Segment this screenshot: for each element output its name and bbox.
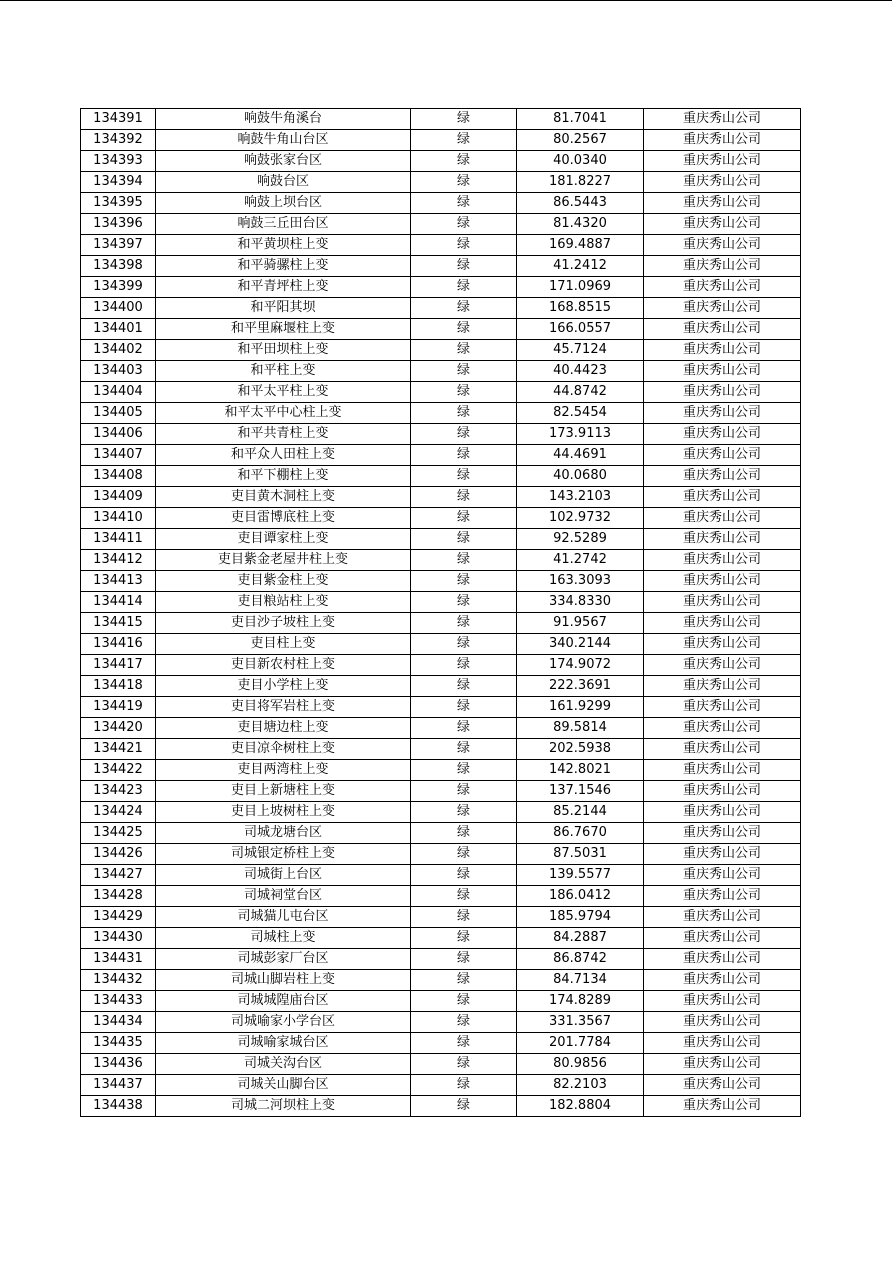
cell-company: 重庆秀山公司 <box>644 928 801 949</box>
cell-color: 绿 <box>411 907 517 928</box>
cell-color: 绿 <box>411 529 517 550</box>
cell-company: 重庆秀山公司 <box>644 214 801 235</box>
cell-name: 司城二河坝柱上变 <box>156 1096 411 1117</box>
table-row <box>81 1033 801 1054</box>
cell-company: 重庆秀山公司 <box>644 508 801 529</box>
cell-name: 司城关山脚台区 <box>156 1075 411 1096</box>
cell-value: 185.9794 <box>517 907 644 928</box>
cell-value: 86.5443 <box>517 193 644 214</box>
cell-name: 吏目两湾柱上变 <box>156 760 411 781</box>
cell-company: 重庆秀山公司 <box>644 151 801 172</box>
table-row <box>81 130 801 151</box>
cell-name: 和平阳其坝 <box>156 298 411 319</box>
cell-name: 和平骑骡柱上变 <box>156 256 411 277</box>
table-row <box>81 1012 801 1033</box>
table-row <box>81 739 801 760</box>
cell-id: 134397 <box>81 235 156 256</box>
cell-value: 143.2103 <box>517 487 644 508</box>
cell-company: 重庆秀山公司 <box>644 655 801 676</box>
cell-color: 绿 <box>411 1054 517 1075</box>
cell-company: 重庆秀山公司 <box>644 130 801 151</box>
cell-name: 和平众人田柱上变 <box>156 445 411 466</box>
cell-color: 绿 <box>411 886 517 907</box>
cell-color: 绿 <box>411 298 517 319</box>
cell-id: 134414 <box>81 592 156 613</box>
cell-color: 绿 <box>411 550 517 571</box>
cell-name: 响鼓台区 <box>156 172 411 193</box>
cell-name: 司城喻家小学台区 <box>156 1012 411 1033</box>
cell-company: 重庆秀山公司 <box>644 109 801 130</box>
cell-value: 41.2412 <box>517 256 644 277</box>
cell-name: 司城关沟台区 <box>156 1054 411 1075</box>
cell-name: 司城街上台区 <box>156 865 411 886</box>
cell-color: 绿 <box>411 949 517 970</box>
cell-name: 司城猫儿屯台区 <box>156 907 411 928</box>
table-row <box>81 424 801 445</box>
cell-id: 134407 <box>81 445 156 466</box>
cell-value: 86.7670 <box>517 823 644 844</box>
cell-id: 134404 <box>81 382 156 403</box>
cell-value: 173.9113 <box>517 424 644 445</box>
cell-color: 绿 <box>411 676 517 697</box>
cell-company: 重庆秀山公司 <box>644 571 801 592</box>
cell-color: 绿 <box>411 865 517 886</box>
cell-company: 重庆秀山公司 <box>644 340 801 361</box>
cell-color: 绿 <box>411 214 517 235</box>
cell-value: 80.2567 <box>517 130 644 151</box>
table-row <box>81 634 801 655</box>
cell-company: 重庆秀山公司 <box>644 466 801 487</box>
cell-name: 司城喻家城台区 <box>156 1033 411 1054</box>
cell-name: 吏目紫金柱上变 <box>156 571 411 592</box>
table-row <box>81 655 801 676</box>
cell-value: 87.5031 <box>517 844 644 865</box>
cell-company: 重庆秀山公司 <box>644 172 801 193</box>
cell-value: 81.7041 <box>517 109 644 130</box>
cell-color: 绿 <box>411 991 517 1012</box>
cell-name: 司城山脚岩柱上变 <box>156 970 411 991</box>
cell-company: 重庆秀山公司 <box>644 382 801 403</box>
cell-value: 169.4887 <box>517 235 644 256</box>
cell-value: 139.5577 <box>517 865 644 886</box>
table-row <box>81 844 801 865</box>
cell-id: 134391 <box>81 109 156 130</box>
cell-name: 和平里麻堰柱上变 <box>156 319 411 340</box>
data-table <box>80 108 801 1117</box>
cell-id: 134423 <box>81 781 156 802</box>
table-row <box>81 445 801 466</box>
cell-color: 绿 <box>411 277 517 298</box>
cell-name: 和平下棚柱上变 <box>156 466 411 487</box>
cell-company: 重庆秀山公司 <box>644 970 801 991</box>
cell-id: 134430 <box>81 928 156 949</box>
cell-value: 91.9567 <box>517 613 644 634</box>
cell-color: 绿 <box>411 802 517 823</box>
cell-company: 重庆秀山公司 <box>644 1054 801 1075</box>
cell-value: 331.3567 <box>517 1012 644 1033</box>
table-row <box>81 907 801 928</box>
cell-name: 司城祠堂台区 <box>156 886 411 907</box>
cell-name: 响鼓牛角山台区 <box>156 130 411 151</box>
cell-company: 重庆秀山公司 <box>644 235 801 256</box>
cell-company: 重庆秀山公司 <box>644 634 801 655</box>
cell-company: 重庆秀山公司 <box>644 718 801 739</box>
cell-name: 吏目小学柱上变 <box>156 676 411 697</box>
cell-color: 绿 <box>411 697 517 718</box>
cell-color: 绿 <box>411 130 517 151</box>
cell-color: 绿 <box>411 508 517 529</box>
cell-name: 吏目上坡树柱上变 <box>156 802 411 823</box>
cell-company: 重庆秀山公司 <box>644 697 801 718</box>
cell-color: 绿 <box>411 1033 517 1054</box>
cell-value: 92.5289 <box>517 529 644 550</box>
cell-id: 134393 <box>81 151 156 172</box>
cell-id: 134400 <box>81 298 156 319</box>
cell-value: 340.2144 <box>517 634 644 655</box>
cell-id: 134422 <box>81 760 156 781</box>
table-row <box>81 886 801 907</box>
table-body <box>81 109 801 1117</box>
cell-color: 绿 <box>411 445 517 466</box>
table-row <box>81 760 801 781</box>
cell-company: 重庆秀山公司 <box>644 1075 801 1096</box>
cell-company: 重庆秀山公司 <box>644 1012 801 1033</box>
cell-id: 134421 <box>81 739 156 760</box>
table-row <box>81 718 801 739</box>
cell-name: 和平太平柱上变 <box>156 382 411 403</box>
cell-id: 134429 <box>81 907 156 928</box>
cell-color: 绿 <box>411 1012 517 1033</box>
cell-color: 绿 <box>411 739 517 760</box>
cell-id: 134413 <box>81 571 156 592</box>
table-row <box>81 298 801 319</box>
cell-value: 171.0969 <box>517 277 644 298</box>
table-row <box>81 676 801 697</box>
cell-value: 86.8742 <box>517 949 644 970</box>
cell-value: 40.0680 <box>517 466 644 487</box>
cell-id: 134433 <box>81 991 156 1012</box>
cell-id: 134424 <box>81 802 156 823</box>
cell-name: 和平田坝柱上变 <box>156 340 411 361</box>
cell-value: 80.9856 <box>517 1054 644 1075</box>
cell-company: 重庆秀山公司 <box>644 193 801 214</box>
cell-value: 182.8804 <box>517 1096 644 1117</box>
cell-id: 134417 <box>81 655 156 676</box>
cell-value: 41.2742 <box>517 550 644 571</box>
cell-company: 重庆秀山公司 <box>644 529 801 550</box>
cell-company: 重庆秀山公司 <box>644 886 801 907</box>
cell-color: 绿 <box>411 172 517 193</box>
cell-color: 绿 <box>411 361 517 382</box>
cell-value: 82.5454 <box>517 403 644 424</box>
cell-name: 吏目雷博底柱上变 <box>156 508 411 529</box>
cell-name: 司城彭家厂台区 <box>156 949 411 970</box>
cell-color: 绿 <box>411 781 517 802</box>
table-row <box>81 151 801 172</box>
cell-value: 44.8742 <box>517 382 644 403</box>
cell-company: 重庆秀山公司 <box>644 823 801 844</box>
table-row <box>81 277 801 298</box>
cell-name: 司城银定桥柱上变 <box>156 844 411 865</box>
cell-value: 84.7134 <box>517 970 644 991</box>
cell-company: 重庆秀山公司 <box>644 361 801 382</box>
table-row <box>81 256 801 277</box>
table-row <box>81 361 801 382</box>
cell-id: 134434 <box>81 1012 156 1033</box>
table-row <box>81 172 801 193</box>
cell-name: 吏目新农村柱上变 <box>156 655 411 676</box>
cell-name: 和平青坪柱上变 <box>156 277 411 298</box>
cell-value: 174.8289 <box>517 991 644 1012</box>
cell-name: 吏目紫金老屋井柱上变 <box>156 550 411 571</box>
page-top-border <box>0 0 892 1</box>
cell-name: 吏目沙子坡柱上变 <box>156 613 411 634</box>
table-row <box>81 550 801 571</box>
cell-id: 134392 <box>81 130 156 151</box>
cell-company: 重庆秀山公司 <box>644 1096 801 1117</box>
cell-value: 44.4691 <box>517 445 644 466</box>
cell-company: 重庆秀山公司 <box>644 445 801 466</box>
cell-name: 吏目将军岩柱上变 <box>156 697 411 718</box>
cell-company: 重庆秀山公司 <box>644 949 801 970</box>
cell-id: 134411 <box>81 529 156 550</box>
table-row <box>81 193 801 214</box>
cell-color: 绿 <box>411 487 517 508</box>
table-row <box>81 487 801 508</box>
cell-company: 重庆秀山公司 <box>644 298 801 319</box>
cell-id: 134428 <box>81 886 156 907</box>
cell-id: 134409 <box>81 487 156 508</box>
cell-name: 司城龙塘台区 <box>156 823 411 844</box>
cell-color: 绿 <box>411 655 517 676</box>
cell-color: 绿 <box>411 319 517 340</box>
cell-color: 绿 <box>411 235 517 256</box>
table-row <box>81 214 801 235</box>
cell-name: 吏目黄木洞柱上变 <box>156 487 411 508</box>
cell-id: 134416 <box>81 634 156 655</box>
table-row <box>81 340 801 361</box>
table-row <box>81 235 801 256</box>
cell-id: 134412 <box>81 550 156 571</box>
table-row <box>81 949 801 970</box>
cell-color: 绿 <box>411 382 517 403</box>
cell-value: 84.2887 <box>517 928 644 949</box>
cell-color: 绿 <box>411 928 517 949</box>
cell-value: 45.7124 <box>517 340 644 361</box>
cell-company: 重庆秀山公司 <box>644 760 801 781</box>
cell-id: 134415 <box>81 613 156 634</box>
table-row <box>81 928 801 949</box>
cell-company: 重庆秀山公司 <box>644 403 801 424</box>
cell-color: 绿 <box>411 151 517 172</box>
table-row <box>81 508 801 529</box>
cell-id: 134395 <box>81 193 156 214</box>
cell-color: 绿 <box>411 109 517 130</box>
cell-company: 重庆秀山公司 <box>644 277 801 298</box>
cell-color: 绿 <box>411 340 517 361</box>
cell-id: 134419 <box>81 697 156 718</box>
table-row <box>81 319 801 340</box>
cell-value: 186.0412 <box>517 886 644 907</box>
cell-company: 重庆秀山公司 <box>644 739 801 760</box>
table-row <box>81 109 801 130</box>
cell-value: 85.2144 <box>517 802 644 823</box>
cell-value: 334.8330 <box>517 592 644 613</box>
cell-id: 134410 <box>81 508 156 529</box>
cell-color: 绿 <box>411 403 517 424</box>
cell-value: 142.8021 <box>517 760 644 781</box>
cell-id: 134432 <box>81 970 156 991</box>
cell-company: 重庆秀山公司 <box>644 424 801 445</box>
cell-id: 134431 <box>81 949 156 970</box>
cell-name: 司城柱上变 <box>156 928 411 949</box>
cell-id: 134394 <box>81 172 156 193</box>
cell-color: 绿 <box>411 613 517 634</box>
cell-company: 重庆秀山公司 <box>644 865 801 886</box>
cell-value: 168.8515 <box>517 298 644 319</box>
cell-id: 134399 <box>81 277 156 298</box>
cell-value: 82.2103 <box>517 1075 644 1096</box>
table-row <box>81 403 801 424</box>
cell-id: 134427 <box>81 865 156 886</box>
table-row <box>81 613 801 634</box>
cell-id: 134403 <box>81 361 156 382</box>
cell-id: 134438 <box>81 1096 156 1117</box>
cell-company: 重庆秀山公司 <box>644 319 801 340</box>
cell-id: 134405 <box>81 403 156 424</box>
cell-id: 134436 <box>81 1054 156 1075</box>
cell-id: 134425 <box>81 823 156 844</box>
cell-company: 重庆秀山公司 <box>644 256 801 277</box>
cell-name: 吏目凉伞树柱上变 <box>156 739 411 760</box>
cell-name: 吏目粮站柱上变 <box>156 592 411 613</box>
cell-color: 绿 <box>411 970 517 991</box>
cell-value: 89.5814 <box>517 718 644 739</box>
table-row <box>81 592 801 613</box>
cell-value: 161.9299 <box>517 697 644 718</box>
table-row <box>81 1075 801 1096</box>
cell-color: 绿 <box>411 571 517 592</box>
cell-id: 134435 <box>81 1033 156 1054</box>
cell-name: 和平柱上变 <box>156 361 411 382</box>
cell-id: 134402 <box>81 340 156 361</box>
cell-company: 重庆秀山公司 <box>644 487 801 508</box>
cell-company: 重庆秀山公司 <box>644 844 801 865</box>
cell-color: 绿 <box>411 424 517 445</box>
table-row <box>81 466 801 487</box>
cell-id: 134401 <box>81 319 156 340</box>
table-row <box>81 802 801 823</box>
cell-name: 吏目谭家柱上变 <box>156 529 411 550</box>
cell-color: 绿 <box>411 466 517 487</box>
cell-value: 40.0340 <box>517 151 644 172</box>
cell-value: 81.4320 <box>517 214 644 235</box>
cell-color: 绿 <box>411 718 517 739</box>
cell-id: 134437 <box>81 1075 156 1096</box>
cell-company: 重庆秀山公司 <box>644 781 801 802</box>
cell-color: 绿 <box>411 823 517 844</box>
cell-name: 吏目柱上变 <box>156 634 411 655</box>
table-row <box>81 781 801 802</box>
cell-value: 40.4423 <box>517 361 644 382</box>
cell-value: 166.0557 <box>517 319 644 340</box>
cell-id: 134398 <box>81 256 156 277</box>
cell-color: 绿 <box>411 634 517 655</box>
cell-id: 134426 <box>81 844 156 865</box>
cell-company: 重庆秀山公司 <box>644 802 801 823</box>
cell-value: 181.8227 <box>517 172 644 193</box>
table-row <box>81 382 801 403</box>
table-row <box>81 697 801 718</box>
cell-color: 绿 <box>411 193 517 214</box>
cell-company: 重庆秀山公司 <box>644 592 801 613</box>
cell-value: 202.5938 <box>517 739 644 760</box>
table-row <box>81 865 801 886</box>
cell-id: 134396 <box>81 214 156 235</box>
cell-name: 和平共青柱上变 <box>156 424 411 445</box>
table-row <box>81 1096 801 1117</box>
cell-name: 响鼓牛角溪台 <box>156 109 411 130</box>
cell-company: 重庆秀山公司 <box>644 613 801 634</box>
cell-name: 吏目上新塘柱上变 <box>156 781 411 802</box>
cell-id: 134408 <box>81 466 156 487</box>
cell-id: 134420 <box>81 718 156 739</box>
cell-color: 绿 <box>411 844 517 865</box>
cell-name: 和平太平中心柱上变 <box>156 403 411 424</box>
table-row <box>81 1054 801 1075</box>
cell-color: 绿 <box>411 1075 517 1096</box>
cell-company: 重庆秀山公司 <box>644 907 801 928</box>
cell-value: 174.9072 <box>517 655 644 676</box>
cell-name: 司城城隍庙台区 <box>156 991 411 1012</box>
cell-color: 绿 <box>411 256 517 277</box>
cell-company: 重庆秀山公司 <box>644 676 801 697</box>
table-row <box>81 529 801 550</box>
cell-name: 响鼓上坝台区 <box>156 193 411 214</box>
cell-company: 重庆秀山公司 <box>644 991 801 1012</box>
table-row <box>81 991 801 1012</box>
cell-color: 绿 <box>411 760 517 781</box>
table-row <box>81 571 801 592</box>
cell-value: 163.3093 <box>517 571 644 592</box>
cell-color: 绿 <box>411 1096 517 1117</box>
cell-color: 绿 <box>411 592 517 613</box>
cell-name: 响鼓张家台区 <box>156 151 411 172</box>
table-row <box>81 970 801 991</box>
cell-company: 重庆秀山公司 <box>644 1033 801 1054</box>
cell-company: 重庆秀山公司 <box>644 550 801 571</box>
cell-name: 吏目塘边柱上变 <box>156 718 411 739</box>
cell-id: 134406 <box>81 424 156 445</box>
cell-value: 102.9732 <box>517 508 644 529</box>
table-row <box>81 823 801 844</box>
cell-value: 201.7784 <box>517 1033 644 1054</box>
cell-name: 响鼓三丘田台区 <box>156 214 411 235</box>
cell-value: 137.1546 <box>517 781 644 802</box>
cell-name: 和平黄坝柱上变 <box>156 235 411 256</box>
cell-id: 134418 <box>81 676 156 697</box>
cell-value: 222.3691 <box>517 676 644 697</box>
